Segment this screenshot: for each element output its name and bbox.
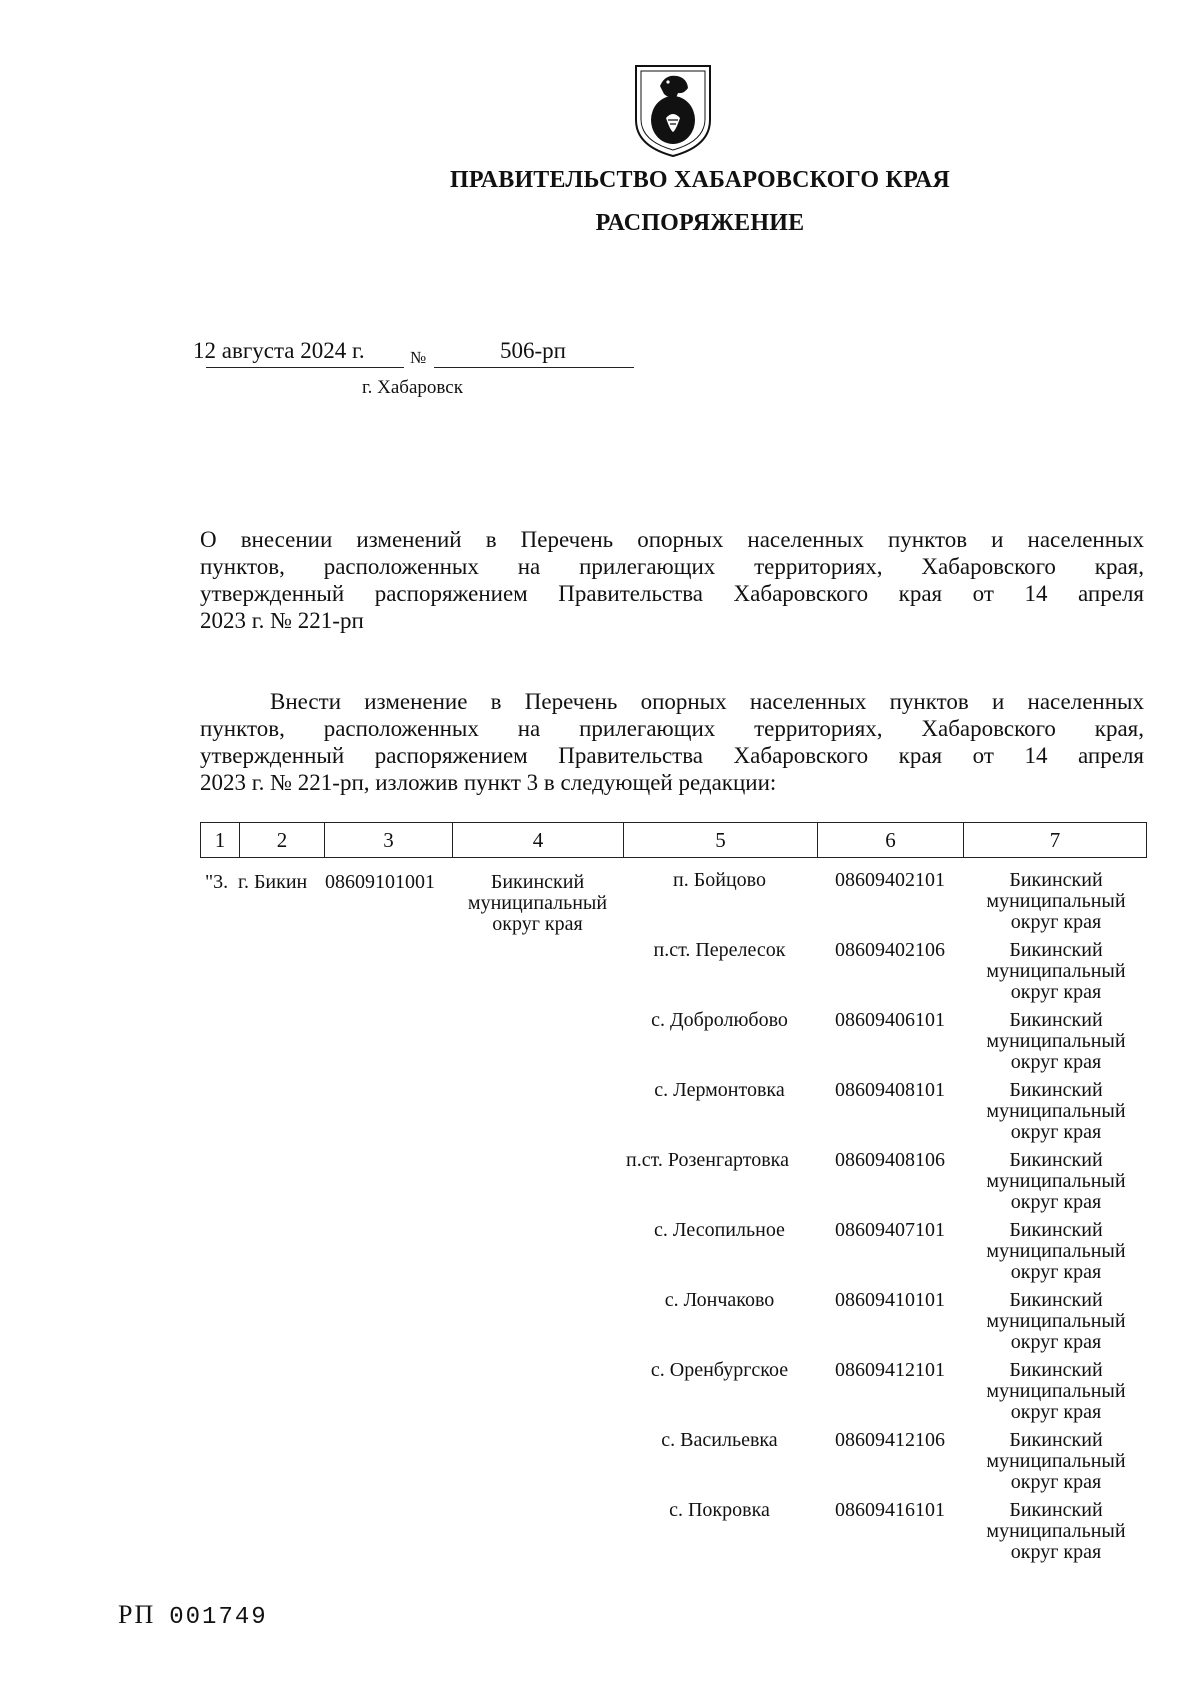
main-city: г. Бикин (238, 871, 308, 893)
main-district: Бикинский муниципальный округ края (467, 871, 608, 935)
document-body (200, 688, 1144, 796)
settlement-district: Бикинский муниципальный округ края (986, 939, 1126, 1003)
table-row (0, 1220, 1200, 1290)
settlement-name: с. Добролюбово (651, 1009, 788, 1031)
settlement-code: 08609402106 (835, 939, 945, 961)
table-row (0, 940, 1200, 1010)
column-header: 2 (240, 823, 325, 858)
settlement-name: п.ст. Перелесок (653, 939, 786, 961)
date-underline (206, 367, 404, 368)
settlement-district: Бикинский муниципальный округ края (986, 869, 1126, 933)
coat-of-arms-emblem (632, 62, 714, 158)
settlement-code: 08609406101 (835, 1009, 945, 1031)
settlement-district: Бикинский муниципальный округ края (986, 1219, 1126, 1283)
settlement-district: Бикинский муниципальный округ края (986, 1289, 1126, 1353)
subject-line: 2023 г. № 221-рп (200, 608, 364, 633)
column-header: 3 (325, 823, 453, 858)
subject-line: пунктов, расположенных на прилегающих территориях, Хабаровского края, (200, 554, 1144, 579)
table-header (200, 822, 1147, 858)
main-code: 08609101001 (325, 871, 435, 893)
table-row (0, 1500, 1200, 1570)
settlement-name: п. Бойцово (673, 869, 766, 891)
document-number: 506-рп (500, 338, 566, 363)
table-row (0, 1010, 1200, 1080)
government-title: ПРАВИТЕЛЬСТВО ХАБАРОВСКОГО КРАЯ (450, 167, 950, 193)
settlement-code: 08609402101 (835, 869, 945, 891)
settlement-code: 08609412106 (835, 1429, 945, 1451)
body-line: 2023 г. № 221-рп, изложив пункт 3 в следующей редакции: (200, 770, 777, 795)
subject-line: утвержденный распоряжением Правительства Хабаровского края от 14 апреля (200, 581, 1144, 606)
settlement-district: Бикинский муниципальный округ края (986, 1149, 1126, 1213)
settlement-district: Бикинский муниципальный округ края (986, 1359, 1126, 1423)
settlement-name: с. Оренбургское (650, 1359, 789, 1381)
settlement-district: Бикинский муниципальный округ края (986, 1499, 1126, 1563)
table-row (0, 1290, 1200, 1360)
table-row (0, 1360, 1200, 1430)
number-sign: № (410, 348, 427, 367)
settlement-district: Бикинский муниципальный округ края (986, 1429, 1126, 1493)
settlement-district: Бикинский муниципальный округ края (986, 1079, 1126, 1143)
table-row (0, 1430, 1200, 1500)
settlement-code: 08609408101 (835, 1079, 945, 1101)
number-underline (434, 367, 634, 368)
body-line: утвержденный распоряжением Правительства Хабаровского края от 14 апреля (200, 743, 1144, 768)
column-header: 5 (624, 823, 818, 858)
settlement-code: 08609410101 (835, 1289, 945, 1311)
settlement-code: 08609408106 (835, 1149, 945, 1171)
document-type-title: РАСПОРЯЖЕНИЕ (595, 210, 805, 236)
form-serial: 001749 (169, 1604, 268, 1631)
table-row (0, 1150, 1200, 1220)
table-row (0, 870, 1200, 940)
settlement-name: с. Лесопильное (654, 1219, 785, 1241)
subject-line: О внесении изменений в Перечень опорных населенных пунктов и населенных (200, 527, 1144, 552)
settlement-name: с. Покровка (669, 1499, 770, 1521)
body-line: Внести изменение в Перечень опорных населенных пунктов и населенных (270, 689, 1144, 714)
table-row (0, 1080, 1200, 1150)
settlement-name: с. Лончаково (664, 1289, 775, 1311)
settlement-code: 08609407101 (835, 1219, 945, 1241)
settlement-name: с. Васильевка (661, 1429, 778, 1451)
settlement-district: Бикинский муниципальный округ края (986, 1009, 1126, 1073)
settlement-name: п.ст. Розенгартовка (626, 1149, 789, 1171)
document-city: г. Хабаровск (362, 377, 463, 398)
column-header: 1 (201, 823, 240, 858)
settlement-code: 08609416101 (835, 1499, 945, 1521)
item-number: "3. (205, 871, 229, 893)
document-subject (200, 526, 1144, 634)
settlement-name: с. Лермонтовка (654, 1079, 785, 1101)
column-header: 7 (964, 823, 1147, 858)
body-line: пунктов, расположенных на прилегающих территориях, Хабаровского края, (200, 716, 1144, 741)
settlement-code: 08609412101 (835, 1359, 945, 1381)
column-header: 4 (453, 823, 624, 858)
form-serial-number (118, 1600, 268, 1631)
column-header: 6 (818, 823, 964, 858)
form-series: РП (118, 1600, 156, 1629)
document-date: 12 августа 2024 г. (193, 338, 365, 363)
